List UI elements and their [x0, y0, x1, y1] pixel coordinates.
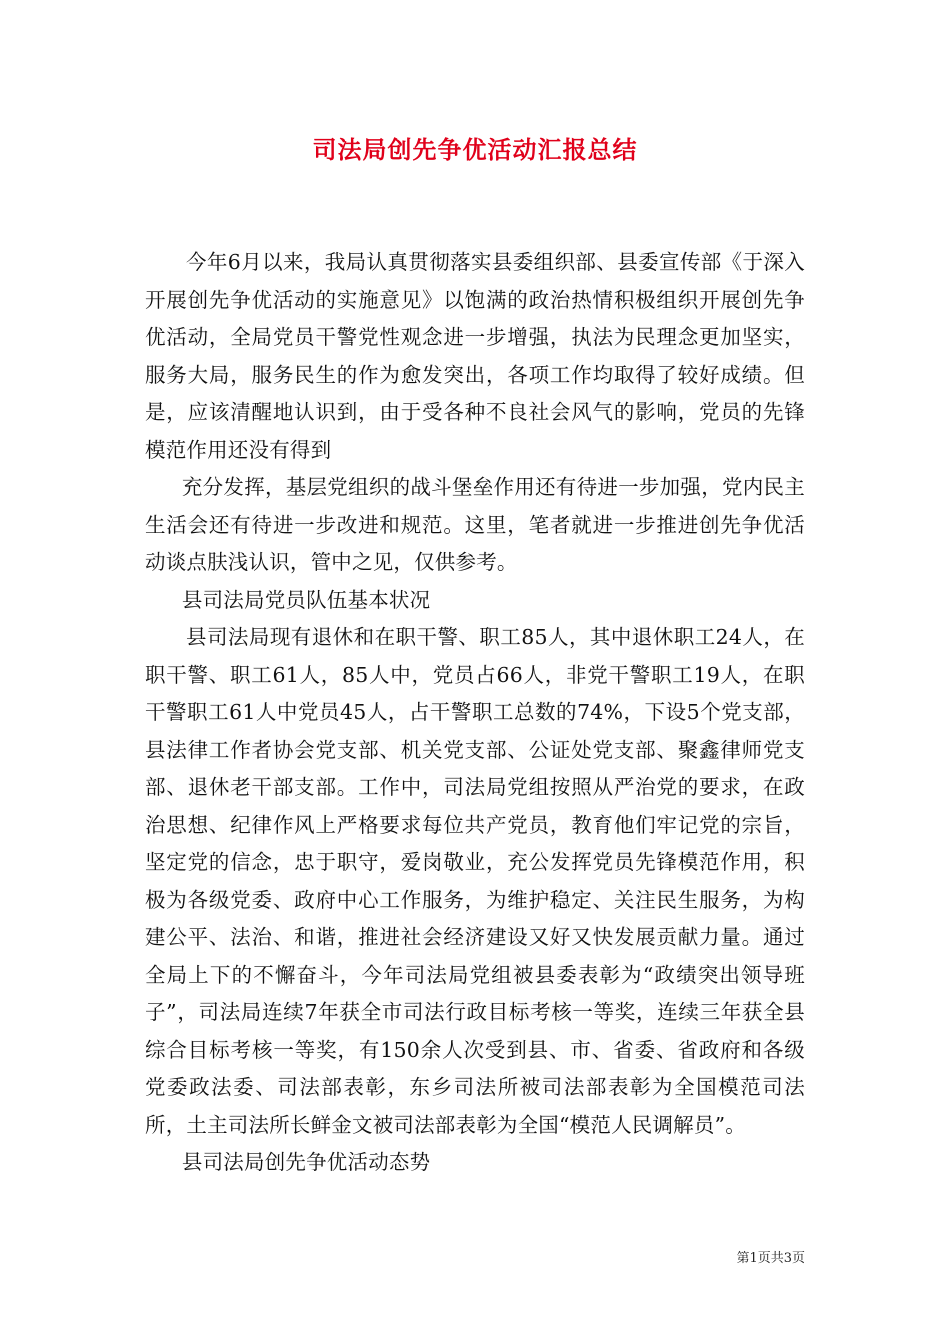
paragraph-party-status: 县司法局现有退休和在职干警、职工85人，其中退休职工24人，在职干警、职工61人，85人中，党员占66人，非党干警职工19人，在职干警职工61人中党员45人，占干警职工总数的74%，下设5个党支部，县法律工作者协会党支部、机关党支部、公证处党支部、聚鑫律师党支部、退休老干部支部。工作中，司法局党组按照从严治党的要求，在政治思想、纪律作风上严格要求每位共产党员，教育他们牢记党的宗旨，坚定党的信念，忠于职守，爱岗敬业，充公发挥党员先锋模范作用，积极为各级党委、政府中心工作服务，为维护稳定、关注民生服务，为构建公平、法治、和谐，推进社会经济建设又好又快发展贡献力量。通过全局上下的不懈奋斗，今年司法局党组被县委表彰为“政绩突出领导班子”，司法局连续7年获全市司法行政目标考核一等奖，连续三年获全县综合目标考核一等奖，有150余人次受到县、市、省委、省政府和各级党委政法委、司法部表彰，东乡司法所被司法部表彰为全国模范司法所，土主司法所长鲜金文被司法部表彰为全国“模范人民调解员”。	[145, 625, 805, 1137]
section-heading-party-status: 县司法局党员队伍基本状况	[181, 587, 431, 612]
document-body	[145, 244, 805, 1182]
paragraph-intro: 今年6月以来，我局认真贯彻落实县委组织部、县委宣传部《于深入开展创先争优活动的实施意见》以饱满的政治热情积极组织开展创先争优活动，全局党员干警党性观念进一步增强，执法为民理念更加坚实，服务大局，服务民生的作为愈发突出，各项工作均取得了较好成绩。但是，应该清醒地认识到，由于受各种不良社会风气的影响，党员的先锋模范作用还没有得到	[145, 250, 805, 462]
paragraph-continuation: 充分发挥，基层党组织的战斗堡垒作用还有待进一步加强，党内民主生活会还有待进一步改进和规范。这里，笔者就进一步推进创先争优活动谈点肤浅认识，管中之见，仅供参考。	[145, 475, 805, 574]
page-number: 第1页共3页	[736, 1251, 805, 1266]
section-heading-activity-trend: 县司法局创先争优活动态势	[181, 1150, 431, 1174]
document-title: 司法局创先争优活动汇报总结	[312, 135, 638, 164]
